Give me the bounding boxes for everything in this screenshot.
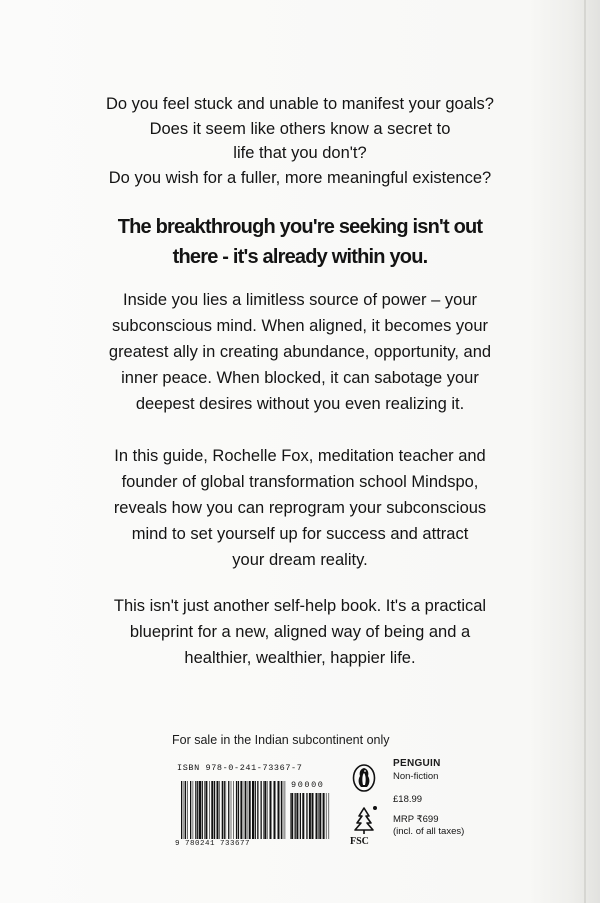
barcode-bar: [202, 781, 203, 839]
barcode-bar: [267, 781, 268, 839]
paragraph-line: founder of global transformation school Mindspo,: [121, 473, 479, 491]
paragraph-line: This isn't just another self-help book. It's a practical: [113, 597, 487, 615]
barcode-bar: [181, 781, 182, 839]
barcode-bar: [233, 781, 234, 839]
barcode-bar: [270, 781, 272, 839]
ean-digits: 9 780241 733677: [175, 840, 251, 848]
tagline: [40, 212, 560, 272]
barcode-addon: [290, 793, 330, 839]
barcode-bar: [252, 781, 254, 839]
mrp-label: MRP ₹699: [393, 814, 439, 825]
barcode-bar: [184, 781, 185, 839]
barcode-bar: [211, 781, 213, 839]
fsc-tree-icon: [350, 805, 378, 835]
barcode-bar: [240, 781, 242, 839]
paragraph-line: blueprint for a new, aligned way of being and a: [129, 623, 471, 641]
barcode-bar: [195, 781, 196, 839]
barcode-bar: [274, 781, 276, 839]
paragraph-line: your dream reality.: [232, 551, 368, 569]
barcode-bar: [295, 793, 296, 839]
barcode-addon-digits: 90000: [291, 780, 325, 790]
paragraph-line: healthier, wealthier, happier life.: [184, 649, 416, 667]
barcode-bar: [264, 781, 266, 839]
barcode-bar: [329, 793, 330, 839]
barcode-bar: [263, 781, 264, 839]
penguin-icon: [352, 764, 376, 792]
barcode-bar: [312, 793, 314, 839]
paragraph-line: subconscious mind. When aligned, it becomes your: [111, 317, 489, 335]
barcode-bar: [236, 781, 237, 839]
barcode-bar: [283, 781, 284, 839]
barcode-bar: [278, 781, 280, 839]
barcode-bar: [219, 781, 220, 839]
question-line: Do you feel stuck and unable to manifest your goals?: [106, 95, 494, 113]
barcode-bar: [238, 781, 239, 839]
barcode-bar: [290, 793, 291, 839]
tagline-line: there - it's already within you.: [172, 246, 428, 268]
barcode-bar: [309, 793, 311, 839]
tagline-line: The breakthrough you're seeking isn't out: [117, 216, 483, 238]
question-line: Does it seem like others know a secret to: [149, 119, 451, 138]
barcode-bar: [205, 781, 207, 839]
barcode-bar: [296, 793, 298, 839]
barcode-bar: [285, 781, 286, 839]
paragraph-line: greatest ally in creating abundance, opportunity, and: [108, 343, 492, 361]
barcode-bar: [319, 793, 321, 839]
barcode-bar: [326, 793, 327, 839]
barcode-bar: [226, 781, 227, 839]
barcode-bar: [261, 781, 262, 839]
question-line: life that you don't?: [233, 144, 367, 162]
barcode-bar: [199, 781, 201, 839]
isbn-label: ISBN 978-0-241-73367-7: [177, 763, 303, 773]
price-gbp: £18.99: [393, 794, 423, 805]
barcode-bar: [302, 793, 304, 839]
opening-questions: [40, 92, 560, 190]
barcode-bar: [306, 793, 307, 839]
barcode-bar: [209, 781, 210, 839]
paragraph-subconscious: [40, 287, 560, 417]
barcode-bar: [231, 781, 232, 839]
paragraph-line: deepest desires without you even realizing it.: [135, 395, 465, 413]
paragraph-line: Inside you lies a limitless source of power – your: [123, 291, 477, 309]
barcode: [181, 781, 286, 839]
sale-notice: For sale in the Indian subcontinent only: [172, 733, 390, 747]
barcode-bar: [217, 781, 219, 839]
barcode-bar: [316, 793, 318, 839]
paragraph-author: [40, 443, 560, 573]
barcode-bar: [214, 781, 215, 839]
question-line: Do you wish for a fuller, more meaningful existence?: [108, 168, 492, 187]
barcode-bar: [247, 781, 248, 839]
barcode-bar: [193, 781, 194, 839]
paragraph-line: reveals how you can reprogram your subconscious: [113, 499, 487, 517]
paragraph-line: inner peace. When blocked, it can sabotage your: [121, 369, 479, 387]
barcode-bar: [185, 781, 186, 839]
barcode-bar: [257, 781, 258, 839]
barcode-bar: [249, 781, 251, 839]
barcode-bar: [318, 793, 319, 839]
barcode-bar: [245, 781, 246, 839]
barcode-bar: [197, 781, 198, 839]
barcode-bar: [300, 793, 301, 839]
tax-note: (incl. of all taxes): [393, 826, 465, 837]
page-edge: [584, 0, 586, 903]
barcode-bar: [204, 781, 205, 839]
barcode-bar: [190, 781, 191, 839]
barcode-bar: [291, 793, 293, 839]
publisher-info: [393, 758, 441, 782]
barcode-bar: [224, 781, 225, 839]
fsc-label: FSC: [350, 836, 369, 847]
barcode-bar: [228, 781, 229, 839]
price-inr: [393, 814, 464, 838]
barcode-bar: [255, 781, 256, 839]
paragraph-line: mind to set yourself up for success and attract: [131, 525, 469, 543]
paragraph-line: In this guide, Rochelle Fox, meditation teacher and: [114, 447, 486, 465]
barcode-bar: [187, 781, 188, 839]
category-label: Non-fiction: [393, 771, 439, 782]
paragraph-closing: [40, 593, 560, 671]
barcode-bar: [323, 793, 325, 839]
barcode-bar: [244, 781, 245, 839]
barcode-bar: [222, 781, 223, 839]
barcode-bar: [281, 781, 282, 839]
publisher-name: PENGUIN: [393, 758, 441, 769]
